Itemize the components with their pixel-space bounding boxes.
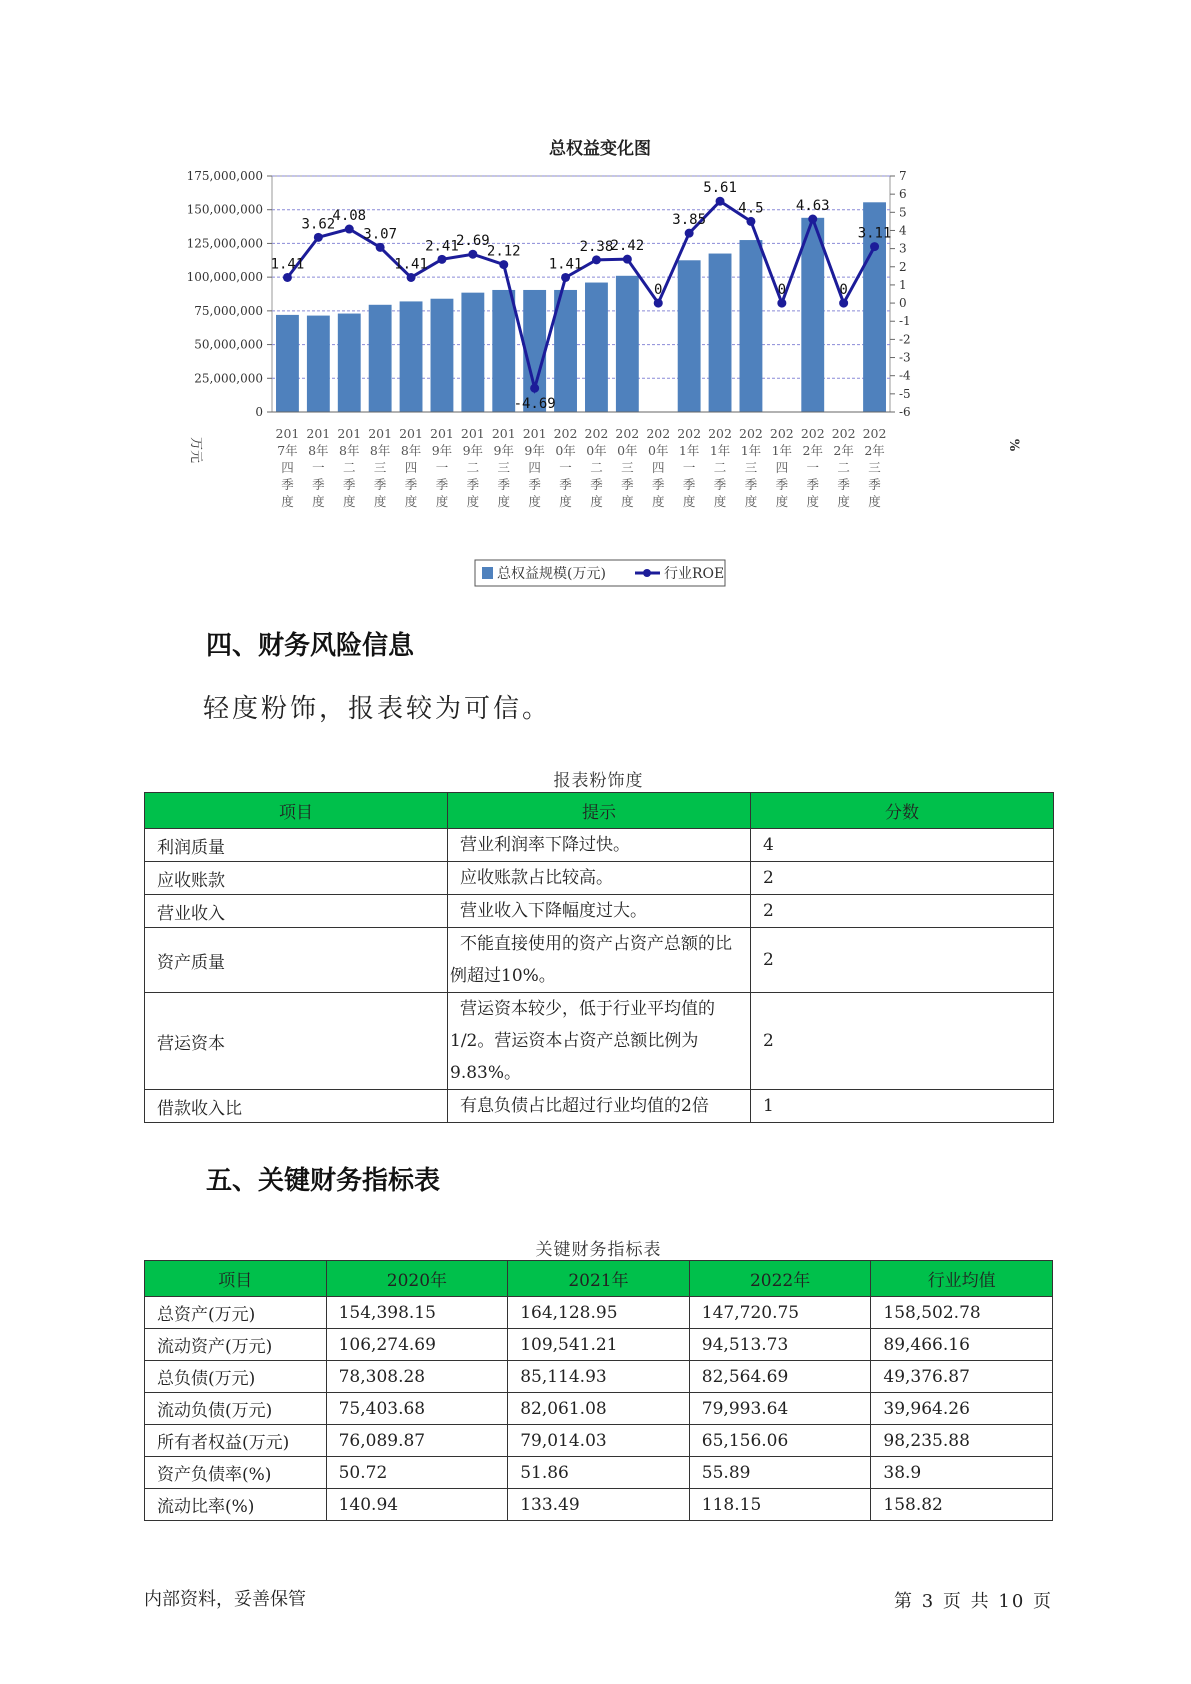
- legend-bar-label: 总权益规模(万元): [497, 566, 606, 582]
- kpi-item: 流动负债(万元): [145, 1393, 327, 1425]
- risk-header-score: 分数: [751, 793, 1054, 829]
- risk-hint: 营运资本较少，低于行业平均值的1/2。营运资本占资产总额比例为9.83%。: [448, 993, 751, 1090]
- risk-item: 营运资本: [145, 993, 448, 1090]
- x-tick-label: 201 9年二季度: [460, 426, 485, 509]
- bar: [709, 254, 732, 412]
- roe-data-label: 2.12: [486, 243, 521, 260]
- roe-point: [623, 255, 632, 264]
- kpi-header-2020: 2020年: [326, 1261, 508, 1297]
- roe-data-label: -4.69: [513, 396, 556, 413]
- roe-point: [499, 260, 508, 269]
- equity-chart: [170, 130, 1021, 590]
- y-right-tick-label: -3: [899, 350, 911, 365]
- roe-point: [777, 299, 786, 308]
- roe-point: [468, 250, 477, 259]
- roe-data-label: 1.41: [270, 256, 305, 273]
- roe-data-label: 3.11: [857, 225, 892, 242]
- x-tick-label: 202 1年二季度: [708, 426, 732, 509]
- table-row: [145, 1090, 1054, 1123]
- roe-point: [345, 225, 354, 234]
- kpi-item: 总资产(万元): [145, 1297, 327, 1329]
- bar: [678, 260, 701, 412]
- roe-data-label: 4.63: [795, 198, 830, 215]
- y-left-unit: 万元: [188, 436, 203, 464]
- roe-point: [808, 215, 817, 224]
- bar: [338, 314, 361, 412]
- kpi-value: 55.89: [689, 1457, 871, 1489]
- kpi-item: 总负债(万元): [145, 1361, 327, 1393]
- table-row: [145, 895, 1054, 928]
- risk-table-caption: 报表粉饰度: [553, 771, 644, 791]
- risk-hint: 应收账款占比较高。: [448, 862, 751, 895]
- footer-page-number: 第 3 页 共 10 页: [894, 1591, 1053, 1612]
- roe-point: [716, 197, 725, 206]
- x-tick-label: 201 9年一季度: [430, 426, 454, 509]
- x-tick-label: 201 8年二季度: [337, 426, 362, 509]
- y-right-tick-label: -2: [899, 332, 911, 347]
- kpi-header-2022: 2022年: [689, 1261, 871, 1297]
- roe-point: [654, 299, 663, 308]
- y-left-tick-label: 100,000,000: [186, 270, 263, 285]
- kpi-value: 98,235.88: [871, 1425, 1053, 1457]
- chart-title: 总权益变化图: [549, 139, 651, 159]
- y-right-tick-label: 6: [899, 187, 907, 202]
- risk-table-header: [145, 793, 1054, 829]
- kpi-value: 140.94: [326, 1489, 508, 1521]
- roe-data-label: 4.5: [738, 200, 764, 217]
- roe-point: [407, 273, 416, 282]
- table-row: [145, 1393, 1053, 1425]
- roe-data-label: 2.38: [579, 238, 614, 255]
- risk-item: 利润质量: [145, 829, 448, 862]
- risk-score: 1: [751, 1090, 1054, 1123]
- y-left-tick-label: 25,000,000: [194, 371, 263, 386]
- roe-data-label: 3.85: [672, 212, 707, 229]
- risk-score: 2: [751, 928, 1054, 993]
- x-tick-label: 202 1年三季度: [739, 426, 763, 509]
- table-row: [145, 1489, 1053, 1521]
- table-row: [145, 1297, 1053, 1329]
- kpi-value: 133.49: [508, 1489, 690, 1521]
- bar: [431, 299, 454, 412]
- table-row: [145, 1361, 1053, 1393]
- x-tick-label: 201 9年三季度: [491, 426, 516, 509]
- kpi-header-item: 项目: [145, 1261, 327, 1297]
- risk-hint: 不能直接使用的资产占资产总额的比例超过10%。: [448, 928, 751, 993]
- risk-score: 2: [751, 862, 1054, 895]
- kpi-value: 39,964.26: [871, 1393, 1053, 1425]
- risk-table: [144, 792, 1054, 1123]
- risk-score: 2: [751, 895, 1054, 928]
- risk-hint: 营业收入下降幅度过大。: [448, 895, 751, 928]
- kpi-value: 106,274.69: [326, 1329, 508, 1361]
- legend-bar-swatch: [482, 567, 493, 579]
- x-tick-label: 202 0年一季度: [553, 426, 578, 509]
- roe-data-label: 5.61: [703, 180, 737, 197]
- kpi-item: 流动资产(万元): [145, 1329, 327, 1361]
- bar: [461, 293, 484, 412]
- kpi-value: 75,403.68: [326, 1393, 508, 1425]
- kpi-table: [144, 1260, 1053, 1521]
- x-tick-label: 202 2年三季度: [862, 426, 887, 509]
- bar: [400, 301, 423, 412]
- risk-score: 4: [751, 829, 1054, 862]
- section5-heading: 五、关键财务指标表: [206, 1166, 441, 1196]
- roe-point: [592, 255, 601, 264]
- y-right-unit: %: [1006, 438, 1021, 452]
- bar: [585, 283, 608, 412]
- roe-data-label: 2.41: [425, 238, 459, 255]
- kpi-header-2021: 2021年: [508, 1261, 690, 1297]
- y-right-tick-label: 7: [899, 169, 907, 183]
- roe-data-label: 2.69: [455, 233, 490, 250]
- x-tick-label: 201 8年三季度: [368, 426, 393, 509]
- y-left-tick-label: 175,000,000: [186, 169, 263, 183]
- y-right-tick-label: 4: [899, 223, 907, 238]
- kpi-value: 158.82: [871, 1489, 1053, 1521]
- y-right-tick-label: -4: [899, 368, 911, 383]
- x-axis-labels: [276, 426, 887, 509]
- risk-header-item: 项目: [145, 793, 448, 829]
- y-right-tick-label: -5: [899, 386, 911, 401]
- x-tick-label: 201 7年四季度: [275, 426, 300, 509]
- kpi-value: 118.15: [689, 1489, 871, 1521]
- kpi-value: 164,128.95: [508, 1297, 690, 1329]
- kpi-value: 50.72: [326, 1457, 508, 1489]
- y-right-tick-label: 0: [899, 296, 907, 311]
- bar: [616, 276, 639, 412]
- kpi-value: 49,376.87: [871, 1361, 1053, 1393]
- roe-data-label: 3.07: [363, 226, 398, 243]
- roe-data-label: 0: [777, 282, 787, 299]
- kpi-value: 85,114.93: [508, 1361, 690, 1393]
- x-tick-label: 202 0年二季度: [584, 426, 609, 509]
- kpi-item: 资产负债率(%): [145, 1457, 327, 1489]
- y-left-tick-label: 50,000,000: [194, 337, 263, 352]
- table-row: [145, 1425, 1053, 1457]
- kpi-item: 流动比率(%): [145, 1489, 327, 1521]
- kpi-value: 38.9: [871, 1457, 1053, 1489]
- table-row: [145, 862, 1054, 895]
- roe-point: [376, 243, 385, 252]
- y-right-tick-label: -1: [899, 314, 911, 329]
- kpi-value: 158,502.78: [871, 1297, 1053, 1329]
- kpi-value: 79,993.64: [689, 1393, 871, 1425]
- roe-point: [283, 273, 292, 282]
- y-left-tick-label: 0: [255, 405, 263, 419]
- roe-data-label: 4.08: [332, 208, 367, 225]
- roe-point: [314, 233, 323, 242]
- risk-item: 营业收入: [145, 895, 448, 928]
- kpi-value: 78,308.28: [326, 1361, 508, 1393]
- roe-data-label: 2.42: [610, 238, 645, 255]
- risk-conclusion: 轻度粉饰，报表较为可信。: [203, 694, 552, 724]
- legend-line-label: 行业ROE: [664, 566, 725, 582]
- x-tick-label: 202 1年四季度: [769, 426, 794, 509]
- risk-item: 资产质量: [145, 928, 448, 993]
- x-tick-label: 202 1年一季度: [677, 426, 702, 509]
- roe-point: [685, 229, 694, 238]
- x-tick-label: 201 9年四季度: [522, 426, 547, 509]
- risk-item: 借款收入比: [145, 1090, 448, 1123]
- table-row: [145, 928, 1054, 993]
- bar: [276, 315, 299, 412]
- table-row: [145, 1457, 1053, 1489]
- kpi-value: 82,564.69: [689, 1361, 871, 1393]
- risk-header-hint: 提示: [448, 793, 751, 829]
- kpi-table-header: [145, 1261, 1053, 1297]
- y-left-tick-label: 150,000,000: [186, 202, 263, 217]
- roe-data-label: 1.41: [548, 256, 583, 273]
- risk-item: 应收账款: [145, 862, 448, 895]
- section4-heading: 四、财务风险信息: [206, 631, 415, 661]
- kpi-header-industry: 行业均值: [871, 1261, 1053, 1297]
- roe-data-label: 0: [839, 282, 848, 299]
- roe-point: [530, 384, 539, 393]
- x-tick-label: 202 0年四季度: [646, 426, 671, 509]
- x-tick-label: 202 2年二季度: [831, 426, 856, 509]
- roe-point: [561, 273, 570, 282]
- risk-score: 2: [751, 993, 1054, 1090]
- roe-data-label: 0: [654, 282, 663, 299]
- roe-point: [870, 242, 879, 251]
- x-tick-label: 202 0年三季度: [615, 426, 640, 509]
- y-right-tick-label: 1: [899, 277, 907, 292]
- roe-point: [839, 299, 848, 308]
- y-right-tick-label: 5: [899, 205, 907, 220]
- footer-confidential: 内部资料，妥善保管: [144, 1589, 306, 1610]
- y-right-tick-label: -6: [899, 405, 911, 419]
- kpi-item: 所有者权益(万元): [145, 1425, 327, 1457]
- kpi-value: 51.86: [508, 1457, 690, 1489]
- risk-hint: 营业利润率下降过快。: [448, 829, 751, 862]
- y-right-tick-label: 3: [899, 241, 907, 256]
- roe-data-label: 3.62: [301, 216, 336, 233]
- bar: [369, 305, 392, 412]
- kpi-table-caption: 关键财务指标表: [535, 1240, 662, 1260]
- table-row: [145, 1329, 1053, 1361]
- y-right-tick-label: 2: [899, 259, 907, 274]
- kpi-value: 109,541.21: [508, 1329, 690, 1361]
- kpi-value: 76,089.87: [326, 1425, 508, 1457]
- bar: [307, 316, 330, 412]
- x-tick-label: 201 8年一季度: [306, 426, 331, 509]
- bar: [801, 218, 824, 412]
- bar: [740, 240, 763, 412]
- kpi-value: 89,466.16: [871, 1329, 1053, 1361]
- bar: [492, 290, 515, 412]
- y-left-tick-label: 75,000,000: [194, 303, 263, 318]
- chart-legend: [475, 560, 725, 586]
- roe-point: [746, 217, 755, 226]
- table-row: [145, 829, 1054, 862]
- kpi-value: 94,513.73: [689, 1329, 871, 1361]
- kpi-value: 147,720.75: [689, 1297, 871, 1329]
- x-tick-label: 202 2年一季度: [800, 426, 825, 509]
- kpi-value: 65,156.06: [689, 1425, 871, 1457]
- risk-hint: 有息负债占比超过行业均值的2倍: [448, 1090, 751, 1123]
- roe-data-label: 1.41: [394, 256, 428, 273]
- table-row: [145, 993, 1054, 1090]
- roe-point: [437, 255, 446, 264]
- kpi-value: 82,061.08: [508, 1393, 690, 1425]
- x-tick-label: 201 8年四季度: [399, 426, 423, 509]
- kpi-value: 154,398.15: [326, 1297, 508, 1329]
- kpi-value: 79,014.03: [508, 1425, 690, 1457]
- y-left-tick-label: 125,000,000: [186, 236, 263, 251]
